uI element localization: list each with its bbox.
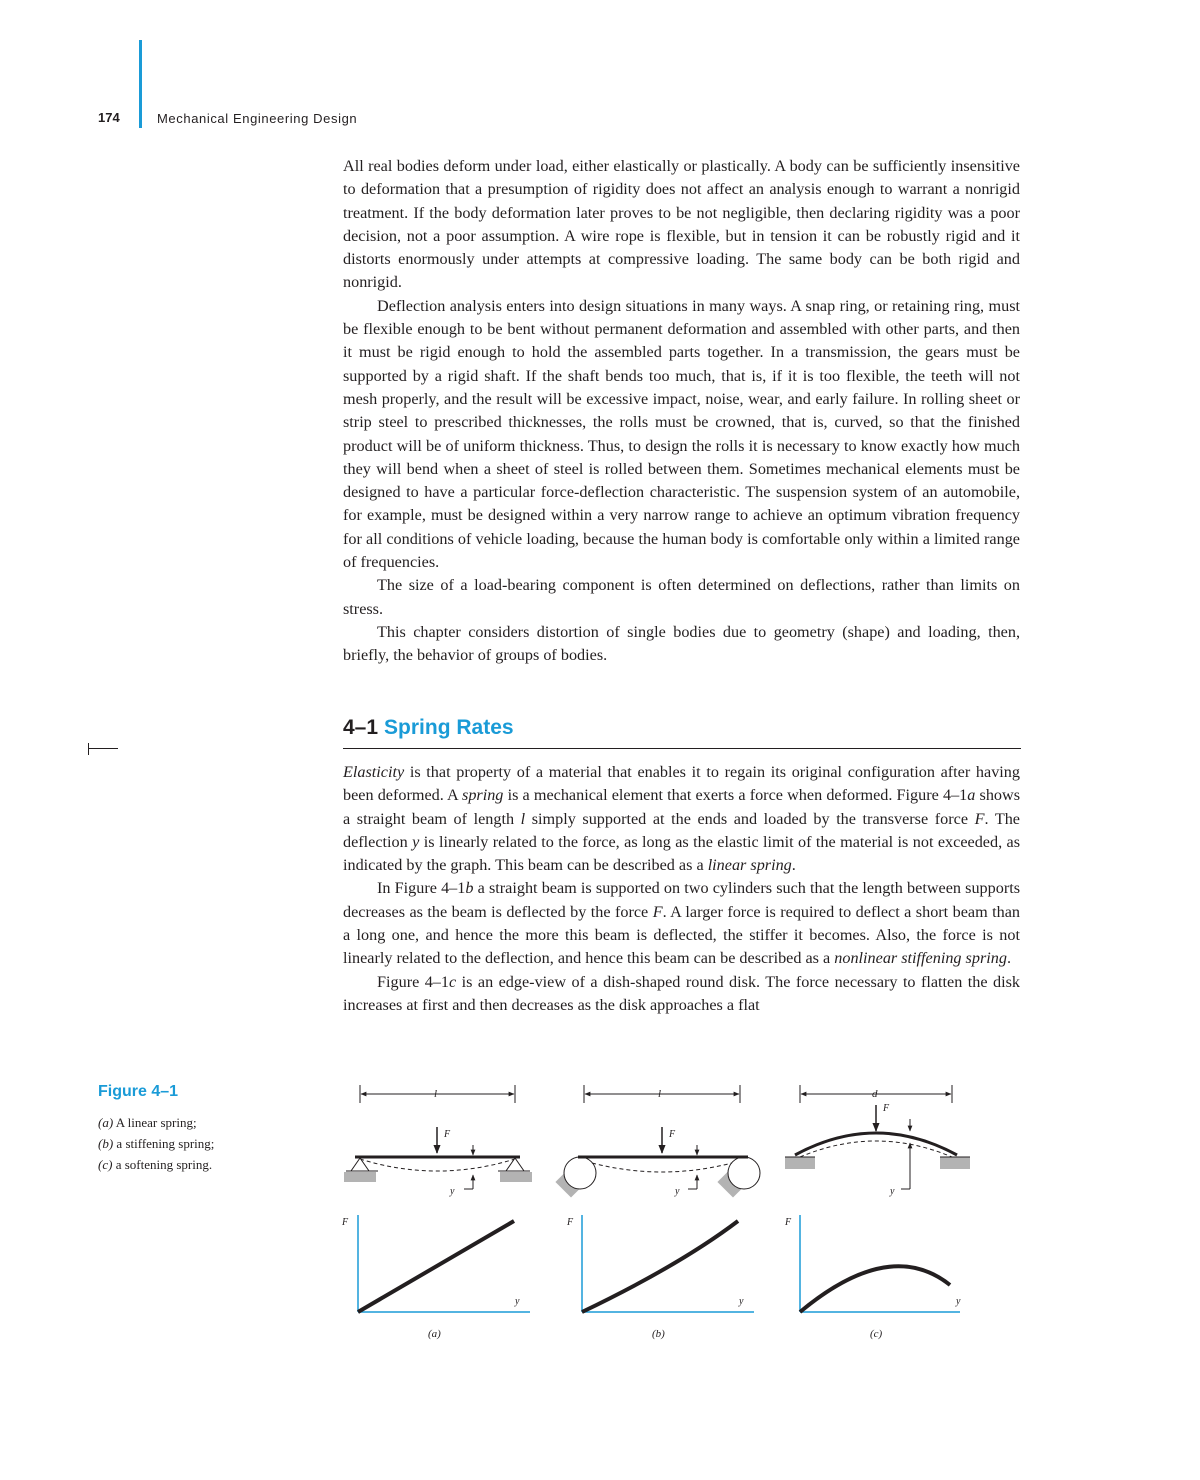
caption-line-a xyxy=(98,1112,214,1133)
graph-axis-label-F: F xyxy=(342,1217,349,1228)
section-heading xyxy=(343,716,514,740)
force-label: F xyxy=(883,1103,890,1114)
softening-curve xyxy=(800,1266,950,1312)
term-linear-spring: linear spring xyxy=(707,856,792,875)
text-run: is an edge-view of a dish-shaped round disk. The force necessary to flatten the disk increases at first and then decreases as the disk approaches a flat xyxy=(343,972,1020,1014)
term-elasticity: Elasticity xyxy=(343,763,405,781)
dimension-label: l xyxy=(658,1088,662,1100)
text-run: . xyxy=(791,856,796,875)
panel-a-beam-diagram xyxy=(344,1085,532,1197)
section-title: Spring Rates xyxy=(384,716,514,739)
text-run: . A larger force is required to deflect a short beam than a long one, and hence the more this beam is deflected, the stiffer it becomes. Also, the force is not linearly related to the deflection, and hence this beam can be described as a xyxy=(343,902,1020,968)
text-run: . xyxy=(1006,949,1011,968)
graph-c xyxy=(784,1215,961,1340)
symbol-l: l xyxy=(520,809,526,828)
term-nonlinear-stiffening-spring: nonlinear stiffening spring xyxy=(834,949,1007,968)
intro-paragraph-4: This chapter considers distortion of single bodies due to geometry (shape) and loading, then, briefly, the behavior of groups of bodies. xyxy=(343,622,1020,665)
section-rule xyxy=(343,748,1021,749)
page-number: 174 xyxy=(98,110,120,125)
term-spring: spring xyxy=(462,786,504,805)
fig-part-c: c xyxy=(449,972,457,991)
section-text xyxy=(343,761,1020,1017)
section-number: 4–1 xyxy=(343,716,379,739)
fig-part-b: b xyxy=(465,879,474,898)
pin-support xyxy=(506,1158,524,1171)
figure-label: Figure 4–1 xyxy=(98,1083,179,1100)
deflection-label: y xyxy=(890,1186,895,1197)
dimension-label: d xyxy=(872,1088,878,1100)
section-paragraph-1 xyxy=(343,761,1020,877)
ground xyxy=(500,1172,532,1182)
force-label: F xyxy=(669,1129,676,1140)
ground xyxy=(940,1157,970,1169)
force-label: F xyxy=(444,1129,451,1140)
panel-c-disk-diagram xyxy=(785,1085,970,1197)
running-title: Mechanical Engineering Design xyxy=(157,111,358,126)
section-rule-margin xyxy=(88,748,118,749)
header-rule xyxy=(139,40,142,128)
graph-b xyxy=(566,1215,754,1340)
cylinder-support xyxy=(564,1157,596,1189)
intro-paragraph-3: The size of a load-bearing component is often determined on deflections, rather than limits on stress. xyxy=(343,576,1020,618)
text-run: a straight beam is supported on two cylinders such that the length between supports decreases as the beam is deflected by the force xyxy=(343,879,1021,921)
caption-text: a softening spring. xyxy=(112,1157,213,1172)
intro-paragraph-1: All real bodies deform under load, either elastically or plastically. A body can be sufficiently insensitive to deformation that a presumption of rigidity does not affect an analysis enough to warrant a nonrigid treatment. If the body deformation later proves to be not negligible, then declaring rigidity was a poor decision, not a poor assumption. A wire rope is flexible, but in tension it can be robustly rigid and it distorts enormously under attempts at compressive loading. The same body can be both rigid and nonrigid. xyxy=(343,157,1020,292)
deflection-label: y xyxy=(450,1186,455,1197)
intro-paragraph-2: Deflection analysis enters into design situations in many ways. A snap ring, or retaining ring, must be flexible enough to be bent without permanent deformation and assembled with other parts, and then it must be rigid enough to hold the assembled parts together. In a transmission, the gears must be supported by a rigid shaft. If the shaft bends too much, that is, if it is too flexible, the teeth will not mesh properly, and the result will be excessive impact, noise, wear, and early failure. In rolling sheet or strip steel to prescribed thicknesses, the rolls must be crowned, that is, curved, so that the finished product will be of uniform thickness. Thus, to design the rolls it is necessary to know exactly how much they will bend when a sheet of steel is rolled between them. Sometimes mechanical elements must be designed to have a particular force-deflection characteristic. The suspension system of an automobile, for example, must be designed within a very narrow range to achieve an optimum vibration frequency for all conditions of vehicle loading, because the human body is comfortable only within a limited range of frequencies. xyxy=(343,296,1020,572)
caption-tag: (c) xyxy=(98,1157,113,1172)
graph-axis-label-F: F xyxy=(785,1217,792,1228)
caption-text: A linear spring; xyxy=(113,1115,197,1130)
text-run: In Figure 4–1 xyxy=(377,879,466,898)
deflected-shape xyxy=(360,1159,515,1171)
caption-line-b xyxy=(98,1133,214,1154)
text-run: is a mechanical element that exerts a force when deformed. Figure 4–1 xyxy=(503,786,968,805)
deflected-shape xyxy=(592,1163,732,1172)
caption-tag: (b) xyxy=(98,1136,114,1151)
panel-label-a: (a) xyxy=(428,1328,441,1340)
deflection-label: y xyxy=(675,1186,680,1197)
caption-text: a stiffening spring; xyxy=(113,1136,215,1151)
dimension-label: l xyxy=(434,1088,438,1100)
ground xyxy=(785,1157,815,1169)
caption-tag: (a) xyxy=(98,1115,114,1130)
disk-edge xyxy=(795,1133,957,1155)
text-run: Figure 4–1 xyxy=(377,972,449,991)
section-paragraph-3 xyxy=(343,971,1020,1018)
symbol-y: y xyxy=(412,832,420,851)
panel-b-beam-diagram xyxy=(555,1085,760,1198)
figure-caption xyxy=(98,1112,214,1175)
text-run: is that property of a material that enables it to regain its original configuration after having been deformed. A xyxy=(343,763,1020,805)
figure-4-1 xyxy=(330,1075,990,1355)
panel-label-c: (c) xyxy=(870,1328,883,1340)
text-run: shows a straight beam of length xyxy=(343,786,1020,828)
intro-text xyxy=(343,155,1020,668)
section-rule-tick xyxy=(88,743,89,755)
text-run: . The deflection xyxy=(343,809,1020,851)
pin-support xyxy=(351,1158,369,1171)
fig-part-a: a xyxy=(967,786,976,805)
graph-a xyxy=(341,1215,530,1340)
caption-line-c xyxy=(98,1154,214,1175)
section-paragraph-2 xyxy=(343,877,1020,970)
symbol-F: F xyxy=(974,809,985,828)
ground xyxy=(344,1172,376,1182)
cylinder-support xyxy=(728,1157,760,1189)
linear-curve xyxy=(358,1221,514,1312)
text-run: is linearly related to the force, as long as the elastic limit of the material is not exceeded, as indicated by the graph. This beam can be described as a xyxy=(343,832,1021,875)
text-run: simply supported at the ends and loaded by the transverse force xyxy=(525,809,975,828)
symbol-F: F xyxy=(652,902,663,921)
graph-axis-label-y: y xyxy=(515,1296,520,1307)
stiffening-curve xyxy=(582,1221,738,1312)
graph-axis-label-F: F xyxy=(567,1217,574,1228)
graph-axis-label-y: y xyxy=(956,1296,961,1307)
panel-label-b: (b) xyxy=(652,1328,665,1340)
graph-axis-label-y: y xyxy=(739,1296,744,1307)
